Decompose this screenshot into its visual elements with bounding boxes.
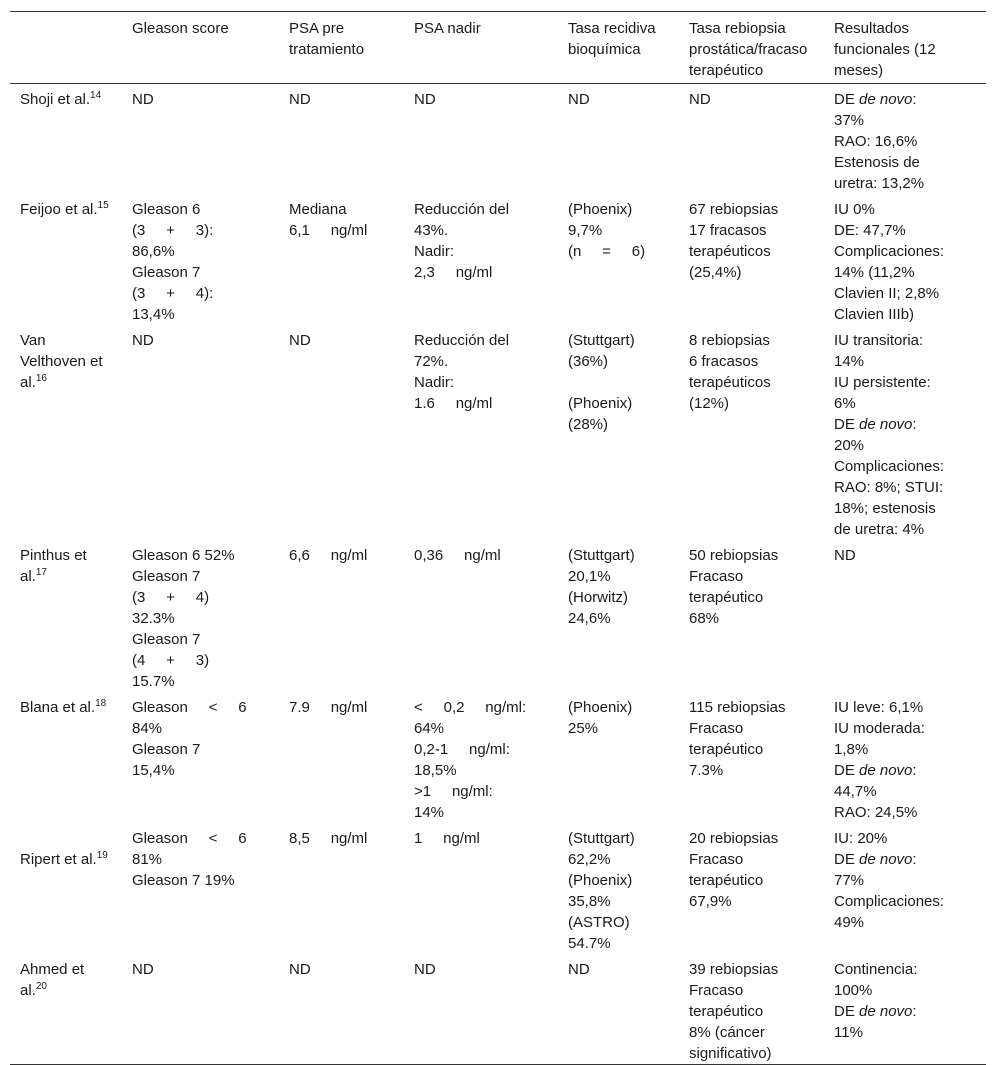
table-row [10, 194, 986, 325]
cell-line: 24,6% [568, 610, 611, 627]
cell-line: ND [289, 91, 311, 108]
cell-line: Gleason 6 [132, 201, 201, 218]
psa-pre-cell [279, 84, 404, 195]
funcionales-cell [824, 325, 986, 540]
cell-line: (Phoenix) [568, 395, 633, 412]
cell-line: (3 + 4): [132, 285, 214, 302]
author-cell [10, 325, 122, 540]
header-rebiopsia: Tasa rebiopsia prostática/fracaso terapéutico [689, 20, 808, 79]
cell-line: 11% [834, 1024, 863, 1041]
cell-line: 1,8% [834, 741, 869, 758]
funcionales-cell [824, 692, 986, 823]
cell-line: 67,9% [689, 893, 732, 910]
cell-line: Gleason 7 [132, 741, 201, 758]
cell-line: Gleason 7 [132, 631, 201, 648]
cell-line: 18,5% [414, 762, 457, 779]
cell-line: 8,5 ng/ml [289, 830, 368, 847]
cell-line: 72%. [414, 353, 449, 370]
cell-line: 77% [834, 872, 865, 889]
cell-line: RAO: 8%; STUI: [834, 479, 944, 496]
cell-line: DE de novo: [834, 416, 917, 433]
gleason-cell [122, 194, 279, 325]
cell-line: 20 rebiopsias [689, 830, 779, 847]
cell-line: Mediana [289, 201, 347, 218]
psa-nadir-cell [404, 84, 558, 195]
cell-line: Gleason < 6 [132, 830, 247, 847]
cell-line: Nadir: [414, 374, 455, 391]
cell-line: 67 rebiopsias [689, 201, 779, 218]
cell-line: 49% [834, 914, 865, 931]
cell-line: 8% (cáncer [689, 1024, 765, 1041]
cell-line: ND [834, 547, 856, 564]
cell-line: 14% (11,2% [834, 264, 915, 281]
cell-line: ND [414, 91, 436, 108]
cell-line: (Phoenix) [568, 872, 633, 889]
header-psa-nadir: PSA nadir [414, 20, 481, 37]
psa-nadir-cell [404, 823, 558, 954]
cell-line: 81% [132, 851, 163, 868]
cell-line: 25% [568, 720, 599, 737]
cell-line: Gleason 7 [132, 264, 201, 281]
cell-line: ND [289, 332, 311, 349]
header-recidiva: Tasa recidiva bioquímica [568, 20, 656, 58]
cell-line: 64% [414, 720, 445, 737]
funcionales-cell [824, 954, 986, 1065]
psa-pre-cell [279, 325, 404, 540]
table-row [10, 540, 986, 692]
cell-line: 20,1% [568, 568, 611, 585]
cell-line: 15,4% [132, 762, 175, 779]
cell-line: 37% [834, 112, 865, 129]
cell-line: 54.7% [568, 935, 611, 952]
cell-line: (ASTRO) [568, 914, 630, 931]
cell-line: Clavien IIIb) [834, 306, 915, 323]
cell-line: IU transitoria: [834, 332, 924, 349]
rebiopsia-cell [679, 325, 824, 540]
psa-pre-cell [279, 823, 404, 954]
cell-line: 6,6 ng/ml [289, 547, 368, 564]
cell-line: (Horwitz) [568, 589, 628, 606]
author-cell [10, 194, 122, 325]
cell-line: 9,7% [568, 222, 603, 239]
reference-number: 15 [97, 200, 109, 211]
cell-line: 50 rebiopsias [689, 547, 779, 564]
cell-line: ND [132, 332, 154, 349]
reference-number: 18 [95, 698, 107, 709]
gleason-cell [122, 325, 279, 540]
cell-line: DE de novo: [834, 1003, 917, 1020]
cell-line: Fracaso [689, 568, 744, 585]
psa-nadir-cell [404, 540, 558, 692]
cell-line: Continencia: [834, 961, 918, 978]
cell-line: Complicaciones: [834, 893, 945, 910]
cell-line: 15.7% [132, 673, 175, 690]
cell-line: Complicaciones: [834, 243, 945, 260]
cell-line: 62,2% [568, 851, 611, 868]
psa-pre-cell [279, 692, 404, 823]
cell-line: < 0,2 ng/ml: [414, 699, 527, 716]
cell-line: Gleason 7 19% [132, 872, 235, 889]
results-table [10, 11, 986, 1065]
rebiopsia-cell [679, 692, 824, 823]
cell-line: 14% [834, 353, 865, 370]
header-gleason-score: Gleason score [132, 20, 229, 37]
cell-line: Nadir: [414, 243, 455, 260]
cell-line: 6,1 ng/ml [289, 222, 368, 239]
cell-line: terapéutico [689, 872, 764, 889]
cell-line: (Stuttgart) [568, 547, 635, 564]
cell-line: (12%) [689, 395, 730, 412]
cell-line: Gleason < 6 [132, 699, 247, 716]
cell-line: 39 rebiopsias [689, 961, 779, 978]
author-name: Feijoo et al. [20, 201, 98, 218]
cell-line: 13,4% [132, 306, 175, 323]
cell-line: Clavien II; 2,8% [834, 285, 940, 302]
cell-line: (Phoenix) [568, 699, 633, 716]
author-cell [10, 823, 122, 954]
rebiopsia-cell [679, 540, 824, 692]
recidiva-cell [558, 823, 679, 954]
cell-line: 7.9 ng/ml [289, 699, 368, 716]
cell-line: ND [289, 961, 311, 978]
cell-line: 14% [414, 804, 445, 821]
cell-line: (3 + 3): [132, 222, 214, 239]
cell-line: ND [414, 961, 436, 978]
cell-line: terapéuticos [689, 243, 771, 260]
cell-line: ND [568, 961, 590, 978]
cell-line: 86,6% [132, 243, 175, 260]
cell-line: (n = 6) [568, 243, 646, 260]
cell-line: 6 fracasos [689, 353, 759, 370]
cell-line: 68% [689, 610, 720, 627]
psa-nadir-cell [404, 194, 558, 325]
funcionales-cell [824, 540, 986, 692]
gleason-cell [122, 823, 279, 954]
cell-line: terapéutico [689, 589, 764, 606]
cell-line: (3 + 4) [132, 589, 210, 606]
cell-line: ND [132, 961, 154, 978]
cell-line: IU persistente: [834, 374, 931, 391]
reference-number: 19 [96, 850, 108, 861]
cell-line: 115 rebiopsias [689, 699, 786, 716]
cell-line: 20% [834, 437, 865, 454]
psa-nadir-cell [404, 954, 558, 1065]
recidiva-cell [558, 540, 679, 692]
cell-line: Fracaso [689, 982, 744, 999]
table-row [10, 823, 986, 954]
cell-line: DE de novo: [834, 851, 917, 868]
author-cell [10, 954, 122, 1065]
reference-number: 14 [90, 90, 102, 101]
results-table-container [10, 11, 986, 1065]
cell-line: Reducción del [414, 201, 510, 218]
table-row [10, 692, 986, 823]
recidiva-cell [558, 194, 679, 325]
cell-line: DE de novo: [834, 91, 917, 108]
cell-line: (28%) [568, 416, 609, 433]
recidiva-cell [558, 692, 679, 823]
author-name: Blana et al. [20, 699, 96, 716]
header-psa-pre: PSA pre tratamiento [289, 20, 365, 58]
gleason-cell [122, 540, 279, 692]
cell-line: DE de novo: [834, 762, 917, 779]
cell-line: 1.6 ng/ml [414, 395, 493, 412]
cell-line: DE: 47,7% [834, 222, 906, 239]
cell-line: terapéutico [689, 1003, 764, 1020]
author-cell [10, 692, 122, 823]
cell-line: uretra: 13,2% [834, 175, 925, 192]
cell-line: 35,8% [568, 893, 611, 910]
psa-nadir-cell [404, 325, 558, 540]
cell-line: 0,36 ng/ml [414, 547, 501, 564]
blank-line [568, 372, 671, 393]
cell-line: (36%) [568, 353, 609, 370]
reference-number: 20 [35, 981, 47, 992]
table-row [10, 84, 986, 195]
cell-line: ND [568, 91, 590, 108]
cell-line: >1 ng/ml: [414, 783, 493, 800]
recidiva-cell [558, 954, 679, 1065]
psa-pre-cell [279, 954, 404, 1065]
funcionales-cell [824, 84, 986, 195]
cell-line: 7.3% [689, 762, 724, 779]
cell-line: RAO: 16,6% [834, 133, 918, 150]
cell-line: RAO: 24,5% [834, 804, 918, 821]
cell-line: IU: 20% [834, 830, 888, 847]
cell-line: Fracaso [689, 720, 744, 737]
rebiopsia-cell [679, 194, 824, 325]
cell-line: Estenosis de [834, 154, 920, 171]
cell-line: IU moderada: [834, 720, 925, 737]
rebiopsia-cell [679, 954, 824, 1065]
author-name: Ahmed et al. [20, 961, 85, 999]
cell-line: Reducción del [414, 332, 510, 349]
cell-line: Fracaso [689, 851, 744, 868]
author-cell [10, 84, 122, 195]
cell-line: 18%; estenosis [834, 500, 936, 517]
psa-pre-cell [279, 194, 404, 325]
author-name: Ripert et al. [20, 851, 97, 868]
author-name: Shoji et al. [20, 91, 91, 108]
cell-line: 6% [834, 395, 856, 412]
cell-line: (Phoenix) [568, 201, 633, 218]
author-name: Van Velthoven et al. [20, 332, 103, 391]
psa-nadir-cell [404, 692, 558, 823]
reference-number: 16 [35, 373, 47, 384]
cell-line: de uretra: 4% [834, 521, 925, 538]
gleason-cell [122, 954, 279, 1065]
cell-line: Gleason 7 [132, 568, 201, 585]
funcionales-cell [824, 194, 986, 325]
cell-line: IU 0% [834, 201, 875, 218]
cell-line: 8 rebiopsias [689, 332, 770, 349]
cell-line: 44,7% [834, 783, 877, 800]
cell-line: 84% [132, 720, 163, 737]
cell-line: 0,2-1 ng/ml: [414, 741, 510, 758]
cell-line: 17 fracasos [689, 222, 767, 239]
cell-line: (4 + 3) [132, 652, 210, 669]
psa-pre-cell [279, 540, 404, 692]
recidiva-cell [558, 325, 679, 540]
cell-line: ND [689, 91, 711, 108]
cell-line: 32.3% [132, 610, 175, 627]
cell-line: Complicaciones: [834, 458, 945, 475]
cell-line: terapéuticos [689, 374, 771, 391]
cell-line: (25,4%) [689, 264, 742, 281]
recidiva-cell [558, 84, 679, 195]
table-row [10, 954, 986, 1065]
gleason-cell [122, 692, 279, 823]
rebiopsia-cell [679, 823, 824, 954]
rebiopsia-cell [679, 84, 824, 195]
table-row [10, 325, 986, 540]
author-cell [10, 540, 122, 692]
cell-line: 43%. [414, 222, 449, 239]
author-name: Pinthus et al. [20, 547, 87, 585]
gleason-cell [122, 84, 279, 195]
cell-line: Gleason 6 52% [132, 547, 235, 564]
cell-line: terapéutico [689, 741, 764, 758]
cell-line: (Stuttgart) [568, 332, 635, 349]
table-header-row [10, 12, 986, 84]
reference-number: 17 [35, 567, 47, 578]
header-funcionales: Resultados funcionales (12 meses) [834, 20, 936, 79]
cell-line: 100% [834, 982, 873, 999]
cell-line: 2,3 ng/ml [414, 264, 493, 281]
cell-line: (Stuttgart) [568, 830, 635, 847]
cell-line: 1 ng/ml [414, 830, 480, 847]
cell-line: IU leve: 6,1% [834, 699, 924, 716]
cell-line: significativo) [689, 1045, 772, 1062]
funcionales-cell [824, 823, 986, 954]
cell-line: ND [132, 91, 154, 108]
header-author [10, 12, 122, 84]
